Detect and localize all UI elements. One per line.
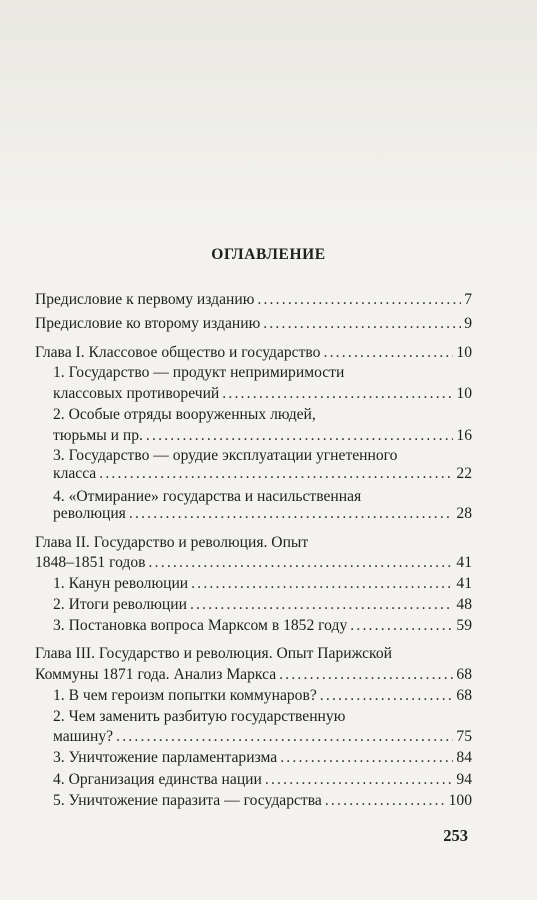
toc-entry-page: 41: [456, 554, 472, 571]
toc-entry: [53, 748, 472, 768]
toc-entry-title: класса: [53, 465, 97, 482]
toc-entry: [53, 686, 472, 706]
dot-leader: [263, 314, 461, 333]
toc-entry-first-line: 1. Государство — продукт непримиримости: [53, 364, 345, 381]
toc-entry-page: 75: [456, 728, 472, 745]
toc-entry-title: 3. Уничтожение парламентаризма: [53, 749, 278, 766]
toc-entry-title: 3. Постановка вопроса Марксом в 1852 году: [53, 617, 348, 634]
toc-entry-title: тюрьмы и пр.: [53, 427, 143, 444]
toc-entry-title: Глава I. Классовое общество и государство: [35, 344, 321, 361]
toc-entry-title: классовых противоречий: [53, 385, 220, 402]
toc-entry-title: 1. Канун революции: [53, 575, 189, 592]
toc-chapter-entry: [35, 665, 472, 685]
toc-entry-title: машину?: [53, 728, 114, 745]
toc-entry: [35, 314, 472, 334]
toc-entry: [53, 464, 472, 484]
toc-entry: [53, 574, 472, 594]
dot-leader: [280, 748, 453, 767]
dot-leader: [323, 343, 453, 362]
toc-entry: [53, 595, 472, 615]
toc-chapter-first-line: Глава III. Государство и революция. Опыт Парижской: [35, 645, 392, 662]
dot-leader: [149, 553, 454, 572]
toc-entry: [53, 426, 472, 446]
toc-entry-first-line: 2. Чем заменить разбитую государственную: [53, 708, 346, 725]
dot-leader: [190, 595, 453, 614]
toc-entry: [53, 770, 472, 790]
toc-entry-title: Предисловие к первому изданию: [35, 291, 255, 308]
toc-entry-page: 41: [456, 575, 472, 592]
dot-leader: [257, 290, 461, 309]
toc-entry-page: 9: [464, 315, 472, 332]
toc-entry-page: 16: [456, 427, 472, 444]
dot-leader: [265, 770, 454, 789]
dot-leader: [129, 504, 454, 523]
dot-leader: [320, 686, 454, 705]
dot-leader: [325, 791, 446, 810]
toc-entry-title: революция: [53, 505, 126, 522]
toc-entry-title: 5. Уничтожение паразита — государства: [53, 792, 322, 809]
toc-entry-page: 48: [456, 596, 472, 613]
dot-leader: [350, 616, 453, 635]
dot-leader: [146, 426, 454, 445]
toc-entry-title: 2. Итоги революции: [53, 596, 187, 613]
page-number: 253: [443, 826, 468, 845]
toc-entry: [35, 290, 472, 310]
toc-entry: [53, 791, 472, 811]
toc-entry-page: 28: [456, 505, 472, 522]
toc-chapter-entry: [35, 553, 472, 573]
dot-leader: [222, 384, 453, 403]
dot-leader: [99, 464, 453, 483]
toc-entry: [53, 384, 472, 404]
toc-entry-page: 68: [456, 687, 472, 704]
toc-entry-first-line: 4. «Отмирание» государства и насильственная: [53, 488, 362, 505]
toc-chapter-first-line: Глава II. Государство и революция. Опыт: [35, 534, 309, 551]
toc-entry: [53, 727, 472, 747]
toc-entry-first-line: 3. Государство — орудие эксплуатации угнетенного: [53, 447, 398, 464]
toc-entry-page: 59: [456, 617, 472, 634]
toc-entry: [53, 504, 472, 524]
toc-entry-page: 22: [456, 465, 472, 482]
toc-entry-page: 100: [448, 792, 472, 809]
toc-entry-page: 84: [456, 749, 472, 766]
toc-entry-title: Предисловие ко второму изданию: [35, 315, 261, 332]
toc-entry-title: 1. В чем героизм попытки коммунаров?: [53, 687, 317, 704]
toc-entry-title: 1848–1851 годов: [35, 554, 146, 571]
toc-entry-page: 10: [456, 344, 472, 361]
toc-entry-title: Коммуны 1871 года. Анализ Маркса: [35, 666, 277, 683]
dot-leader: [116, 727, 453, 746]
toc-entry-title: 4. Организация единства нации: [53, 771, 262, 788]
toc-entry-page: 94: [456, 771, 472, 788]
toc-entry-page: 68: [456, 666, 472, 683]
toc-entry: [53, 616, 472, 636]
toc-entry-page: 10: [456, 385, 472, 402]
toc-chapter-entry: [35, 343, 472, 363]
toc-entry-page: 7: [464, 291, 472, 308]
dot-leader: [279, 665, 453, 684]
toc-entry-first-line: 2. Особые отряды вооруженных людей,: [53, 406, 316, 423]
dot-leader: [191, 574, 453, 593]
page-title: ОГЛАВЛЕНИЕ: [211, 246, 326, 263]
